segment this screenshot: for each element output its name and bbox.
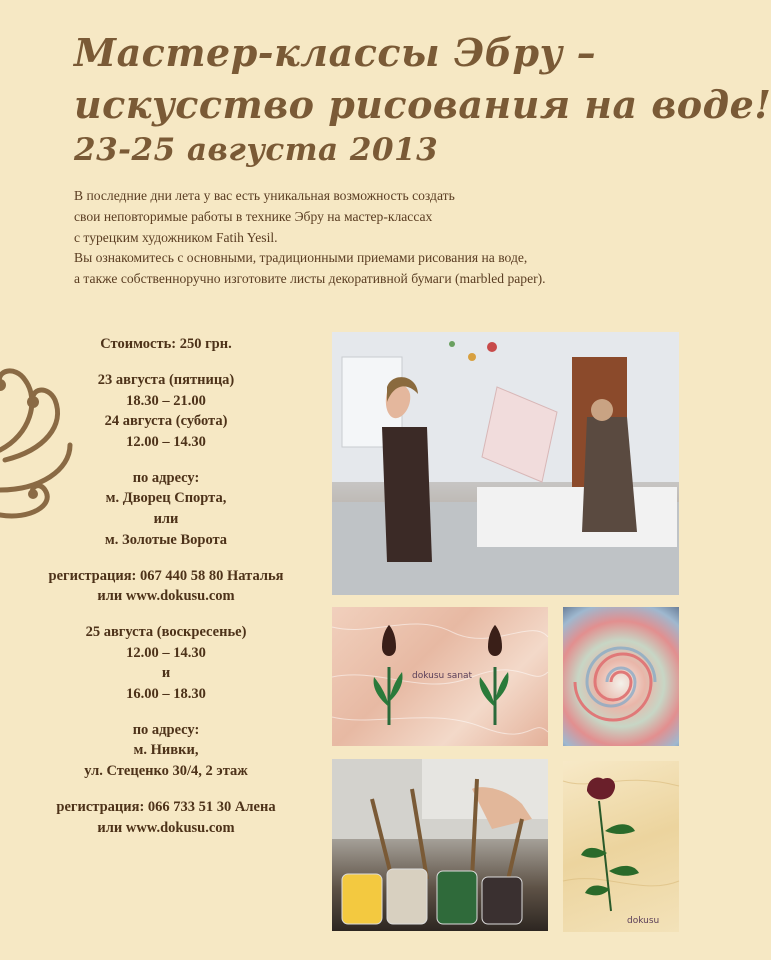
session-time: 16.00 – 18.30 xyxy=(126,685,206,702)
address-label: по адресу: xyxy=(132,469,200,486)
address-or: или xyxy=(153,510,179,527)
dokusu-logo: dokusu sanat xyxy=(412,671,473,681)
registration-site: или www.dokusu.com xyxy=(97,588,235,605)
address-line: ул. Стеценко 30/4, 2 этаж xyxy=(84,763,248,780)
rose-marbled-paper xyxy=(563,761,679,932)
price-text: Стоимость: 250 грн. xyxy=(100,336,232,352)
session-and: и xyxy=(161,665,171,682)
tulip-right xyxy=(480,625,509,725)
paint-jars-photo xyxy=(332,759,548,931)
address-line: м. Золотые Ворота xyxy=(104,531,228,548)
intro-line: а также собственноручно изготовите листы декоративной бумаги (marbled paper). xyxy=(74,271,546,287)
workshop-photo xyxy=(332,332,679,595)
page-title-line1: Мастер-классы Эбру – xyxy=(74,30,597,75)
registration-phone: регистрация: 067 440 58 80 Наталья xyxy=(48,567,284,584)
session-date: 25 августа (воскресенье) xyxy=(85,624,247,641)
intro-line: Вы ознакомитесь с основными, традиционными приемами рисования на воде, xyxy=(74,250,528,266)
swirl-marbled-paper xyxy=(563,607,679,746)
address-line: м. Нивки, xyxy=(133,742,199,759)
event-info xyxy=(0,334,332,838)
event-dates: 23-25 августа 2013 xyxy=(74,132,439,168)
intro-line: свои неповторимые работы в технике Эбру на мастер-классах xyxy=(74,208,433,224)
tulip-left xyxy=(374,625,403,725)
address-label: по адресу: xyxy=(132,721,200,738)
page-title-line2: искусство рисования на воде! xyxy=(74,82,771,127)
intro-text xyxy=(74,186,664,290)
session-date: 23 августа (пятница) xyxy=(97,371,235,388)
session-time: 12.00 – 14.30 xyxy=(126,644,206,661)
registration-phone: регистрация: 066 733 51 30 Алена xyxy=(56,799,276,816)
session-time: 18.30 – 21.00 xyxy=(126,392,206,409)
intro-line: В последние дни лета у вас есть уникальная возможность создать xyxy=(74,188,455,203)
intro-line: с турецким художником Fatih Yesil. xyxy=(74,229,278,245)
session-time: 12.00 – 14.30 xyxy=(126,433,206,450)
address-line: м. Дворец Спорта, xyxy=(105,490,227,507)
dokusu-logo: dokusu xyxy=(627,916,660,926)
session-date: 24 августа (субота) xyxy=(104,413,228,430)
tulips-marbled-paper xyxy=(332,607,548,746)
registration-site: или www.dokusu.com xyxy=(97,819,235,836)
